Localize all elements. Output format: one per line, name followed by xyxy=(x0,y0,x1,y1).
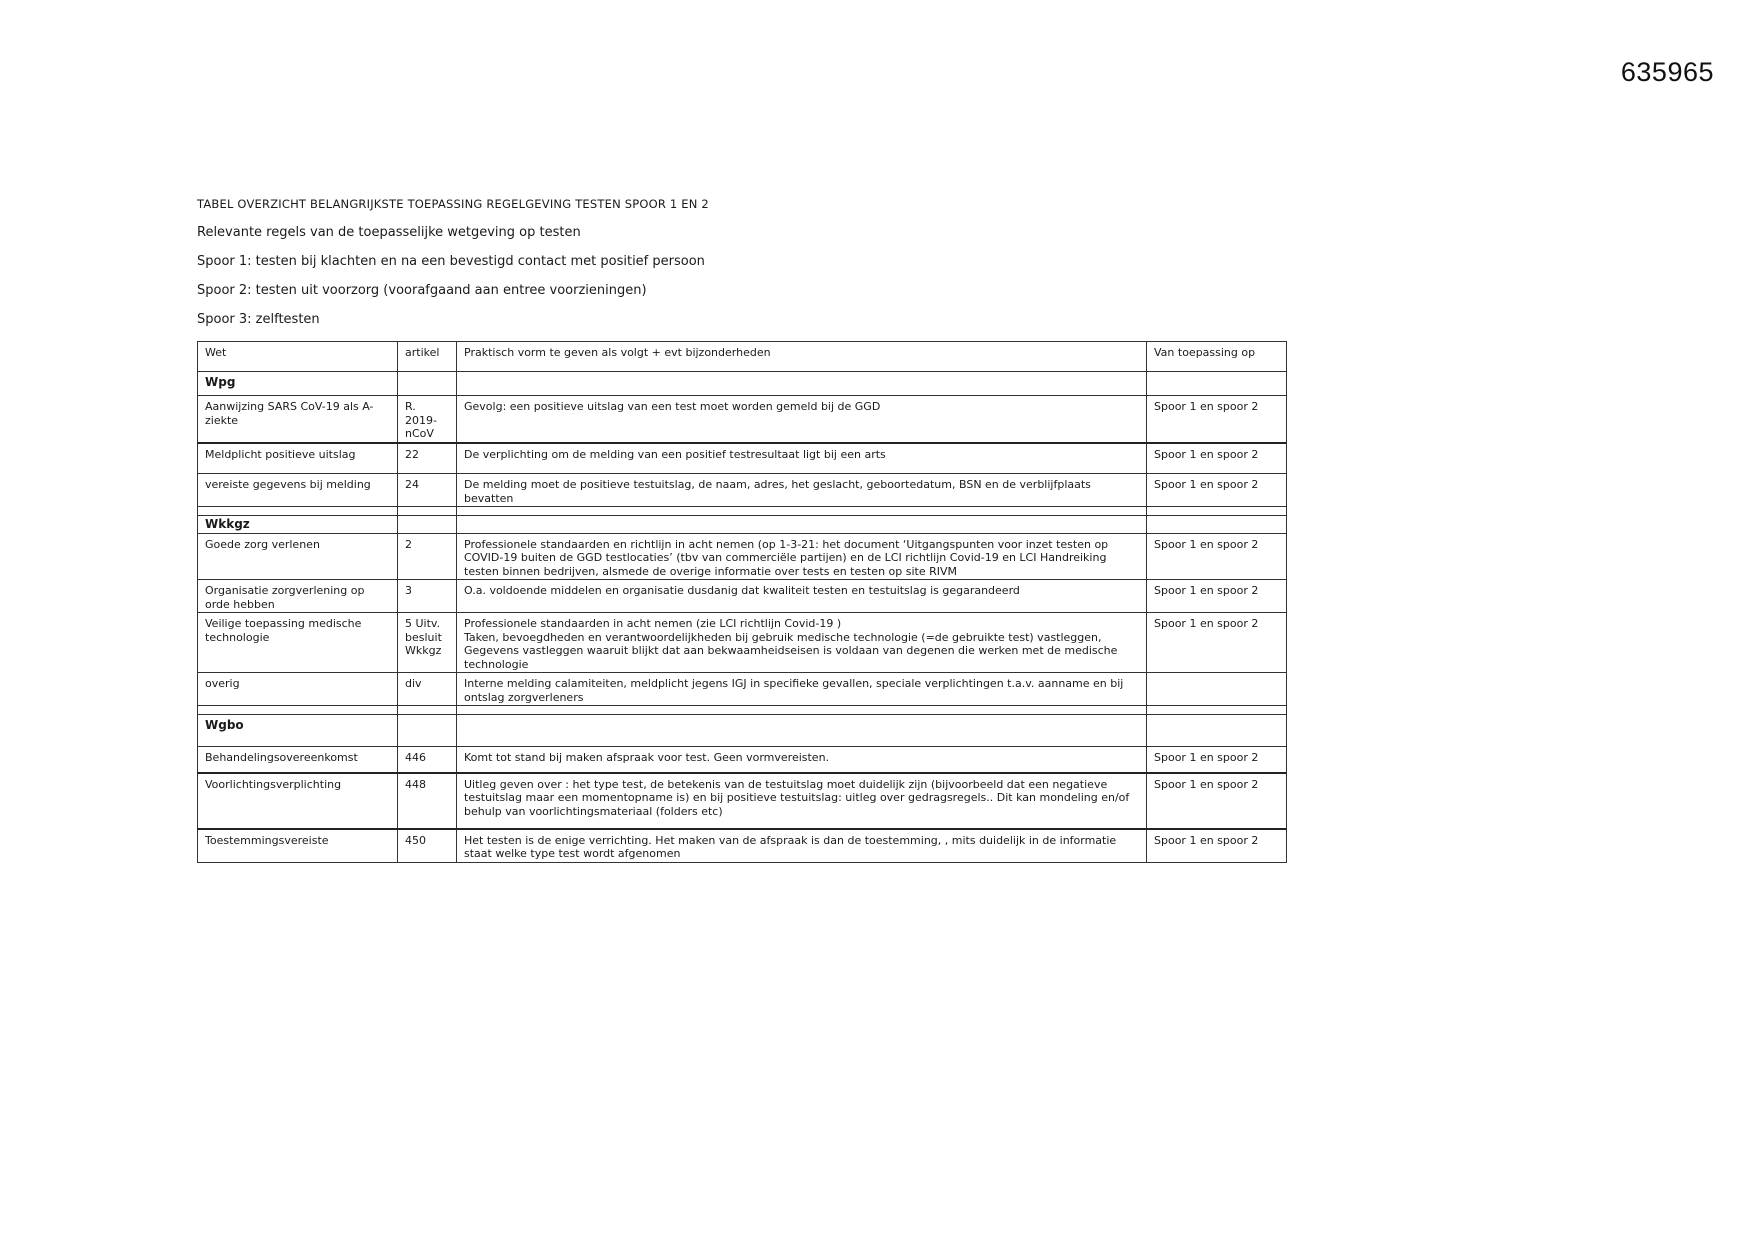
cell-toelichting: Interne melding calamiteiten, meldplicht jegens IGJ in specifieke gevallen, speciale verplichtingen t.a.v. aanname en bij ontslag zorgverleners xyxy=(457,673,1147,706)
table-row xyxy=(198,613,1287,673)
table-row xyxy=(198,829,1287,863)
cell-toepassing: Spoor 1 en spoor 2 xyxy=(1147,474,1287,507)
cell-toelichting: Komt tot stand bij maken afspraak voor test. Geen vormvereisten. xyxy=(457,747,1147,773)
table-row xyxy=(198,533,1287,580)
table-row xyxy=(198,580,1287,613)
section-title: Wpg xyxy=(198,372,398,396)
cell-toelichting: Professionele standaarden en richtlijn in acht nemen (op 1-3-21: het document ‘Uitgangspunten voor inzet testen op COVID-19 buiten de GGD testlocaties’ (tbv van commerciële partijen) en de LCI richtlijn Covid-19 en LCI Handreiking testen binnen bedrijven, alsmede de overige informatie over tests en testen op site RIVM xyxy=(457,533,1147,580)
cell-artikel: 22 xyxy=(398,443,457,474)
section-row-wkkgz xyxy=(198,516,1287,534)
cell-artikel: 24 xyxy=(398,474,457,507)
cell-toelichting: De verplichting om de melding van een positief testresultaat ligt bij een arts xyxy=(457,443,1147,474)
cell-toepassing: Spoor 1 en spoor 2 xyxy=(1147,443,1287,474)
document-content xyxy=(197,197,1287,863)
cell-toepassing: Spoor 1 en spoor 2 xyxy=(1147,747,1287,773)
spacer-row xyxy=(198,706,1287,715)
page-number: 635965 xyxy=(1620,57,1714,87)
table-row xyxy=(198,747,1287,773)
cell-artikel: R. 2019-nCoV xyxy=(398,396,457,443)
cell-wet: Meldplicht positieve uitslag xyxy=(198,443,398,474)
intro-line-spoor-2: Spoor 2: testen uit voorzorg (voorafgaand aan entree voorzieningen) xyxy=(197,283,647,298)
cell-artikel: 446 xyxy=(398,747,457,773)
intro-line-spoor-3: Spoor 3: zelftesten xyxy=(197,312,320,327)
cell-wet: overig xyxy=(198,673,398,706)
table-header-row xyxy=(198,342,1287,372)
cell-artikel: 448 xyxy=(398,773,457,829)
cell-toepassing: Spoor 1 en spoor 2 xyxy=(1147,829,1287,863)
spacer-row xyxy=(198,507,1287,516)
cell-artikel: 450 xyxy=(398,829,457,863)
document-heading: TABEL OVERZICHT BELANGRIJKSTE TOEPASSING REGELGEVING TESTEN SPOOR 1 EN 2 xyxy=(197,197,709,211)
cell-toepassing xyxy=(1147,673,1287,706)
table-row xyxy=(198,474,1287,507)
cell-wet: Behandelingsovereenkomst xyxy=(198,747,398,773)
cell-toelichting: Uitleg geven over : het type test, de betekenis van de testuitslag moet duidelijk zijn (bijvoorbeeld dat een negatieve testuitslag maar een momentopname is) en bij positieve testuitslag: uitleg over gedragsregels.. Dit kan mondeling en/of behulp van voorlichtingsmateriaal (folders etc) xyxy=(457,773,1147,829)
cell-wet: Goede zorg verlenen xyxy=(198,533,398,580)
intro-line-spoor-1: Spoor 1: testen bij klachten en na een bevestigd contact met positief persoon xyxy=(197,254,705,269)
header-van-toepassing: Van toepassing op xyxy=(1147,342,1287,372)
cell-toelichting: Gevolg: een positieve uitslag van een test moet worden gemeld bij de GGD xyxy=(457,396,1147,443)
table-row xyxy=(198,773,1287,829)
cell-toepassing: Spoor 1 en spoor 2 xyxy=(1147,396,1287,443)
cell-artikel: div xyxy=(398,673,457,706)
header-wet: Wet xyxy=(198,342,398,372)
cell-toelichting: Professionele standaarden in acht nemen (zie LCI richtlijn Covid-19 ) Taken, bevoegdheden en verantwoordelijkheden bij gebruik medische technologie (=de gebruikte test) vastleggen, Gegevens vastleggen waaruit blijkt dat aan bekwaamheidseisen is voldaan van degenen die werken met de medische technologie xyxy=(457,613,1147,673)
section-title: Wgbo xyxy=(198,715,398,747)
cell-toepassing: Spoor 1 en spoor 2 xyxy=(1147,580,1287,613)
cell-wet: Veilige toepassing medische technologie xyxy=(198,613,398,673)
header-praktisch: Praktisch vorm te geven als volgt + evt bijzonderheden xyxy=(457,342,1147,372)
cell-artikel: 2 xyxy=(398,533,457,580)
cell-toelichting: O.a. voldoende middelen en organisatie dusdanig dat kwaliteit testen en testuitslag is gegarandeerd xyxy=(457,580,1147,613)
section-title: Wkkgz xyxy=(198,516,398,534)
header-artikel: artikel xyxy=(398,342,457,372)
cell-wet: Organisatie zorgverlening op orde hebben xyxy=(198,580,398,613)
section-row-wgbo xyxy=(198,715,1287,747)
cell-artikel: 3 xyxy=(398,580,457,613)
cell-toepassing: Spoor 1 en spoor 2 xyxy=(1147,533,1287,580)
section-row-wpg xyxy=(198,372,1287,396)
cell-toelichting: De melding moet de positieve testuitslag, de naam, adres, het geslacht, geboortedatum, BSN en de verblijfplaats bevatten xyxy=(457,474,1147,507)
cell-wet: Aanwijzing SARS CoV-19 als A-ziekte xyxy=(198,396,398,443)
cell-wet: Voorlichtingsverplichting xyxy=(198,773,398,829)
cell-wet: Toestemmingsvereiste xyxy=(198,829,398,863)
regulations-table xyxy=(197,341,1287,863)
cell-wet: vereiste gegevens bij melding xyxy=(198,474,398,507)
table-row xyxy=(198,673,1287,706)
cell-artikel: 5 Uitv. besluit Wkkgz xyxy=(398,613,457,673)
cell-toepassing: Spoor 1 en spoor 2 xyxy=(1147,613,1287,673)
table-row xyxy=(198,396,1287,443)
cell-toelichting: Het testen is de enige verrichting. Het maken van de afspraak is dan de toestemming, , mits duidelijk in de informatie staat welke type test wordt afgenomen xyxy=(457,829,1147,863)
cell-toepassing: Spoor 1 en spoor 2 xyxy=(1147,773,1287,829)
table-row xyxy=(198,443,1287,474)
intro-line: Relevante regels van de toepasselijke wetgeving op testen xyxy=(197,225,581,240)
